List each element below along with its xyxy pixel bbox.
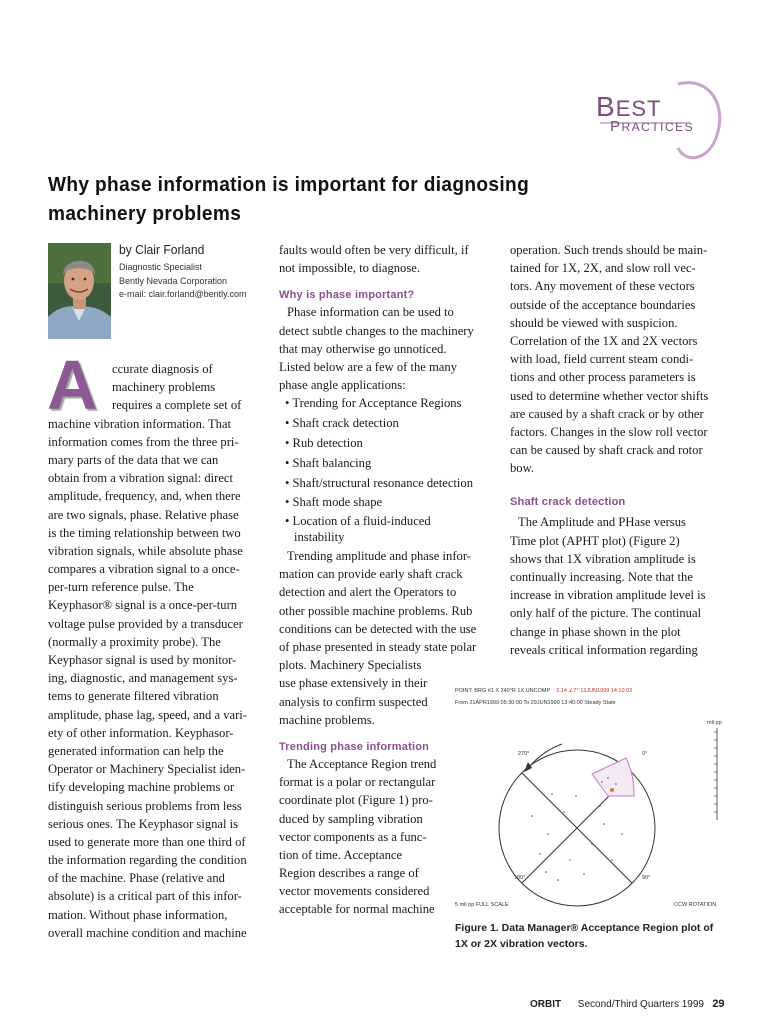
body-line: use phase extensively in their (279, 676, 428, 691)
title-line-1: Why phase information is important for diagnosing (48, 173, 530, 196)
body-line: other possible machine problems. Rub (279, 603, 473, 618)
body-line: continually increasing. Note that the (510, 570, 693, 584)
body-line: used to generate more than one third of (48, 834, 246, 849)
body-line: detect subtle changes to the machinery (279, 323, 474, 338)
body-line: Listed below are a few of the many (279, 359, 457, 374)
list-item: • Shaft/structural resonance detection (285, 475, 473, 490)
body-line: are two signals, phase. Relative phase (48, 507, 239, 522)
plot-header-value: 2.14 ∠7° 13JUN1999 14:10:03 (556, 688, 633, 694)
body-line: requires a complete set of (112, 398, 242, 413)
body-line: shows that 1X vibration amplitude is (510, 551, 696, 566)
body-line: The Acceptance Region trend (287, 756, 437, 771)
body-line: plots. Machinery Specialists (279, 658, 422, 673)
body-line: conditions can be detected with the use (279, 621, 477, 636)
body-line: vector components as a func- (279, 829, 427, 844)
body-line: only half of the picture. The continual (510, 606, 702, 621)
plot-header-point: POINT: BRG #1 X 240°R 1X UNCOMP 2.14 ∠7° 13JUN1999 14:10:03 (455, 688, 633, 694)
list-item-continuation: instability (294, 530, 345, 545)
angle-label-180: 180° (514, 875, 526, 881)
plot-header-range: From 21APR1999 05:30:00 To 29JUN1999 13:40:00 Steady State (455, 700, 616, 706)
author-role: Diagnostic Specialist (119, 262, 203, 272)
body-line: duced by sampling vibration (279, 811, 423, 826)
body-line: detection and alert the Operators to (279, 585, 457, 600)
body-line: amplitude, phase lag, speed, and a vari- (48, 707, 247, 722)
body-line: tems to generate filtered vibration (48, 689, 219, 704)
body-line: machinery problems (112, 380, 216, 395)
body-line: factors. Changes in the slow roll vector (510, 424, 708, 439)
list-item: • Shaft mode shape (285, 495, 383, 510)
body-line: machine vibration information. That (48, 416, 232, 431)
article-title (48, 170, 532, 228)
body-line: used to determine whether vector shifts (510, 388, 709, 403)
application-list (279, 394, 476, 547)
footer-publication: ORBIT (530, 999, 562, 1010)
body-line: (normally a proximity probe). The (48, 634, 221, 649)
body-line: analysis to confirm suspected (279, 694, 428, 709)
body-line: tify developing machine problems or (48, 780, 235, 795)
body-line: phase angle applications: (279, 378, 406, 393)
body-line: not impossible, to diagnose. (279, 261, 420, 276)
body-line: faults would often be very difficult, if (279, 243, 469, 257)
body-line: machine problems. (279, 712, 375, 727)
body-line: increase in vibration amplitude level is (510, 588, 706, 603)
body-line: Keyphasor signal is used by monitor- (48, 653, 237, 667)
body-line: with load, field current steam condi- (510, 352, 694, 367)
body-line: that may otherwise go unnoticed. (279, 341, 447, 356)
body-line: the information regarding the condition (48, 853, 247, 868)
author-email: e-mail: clair.forland@bently.com (119, 289, 247, 299)
body-line: Trending amplitude and phase infor- (287, 549, 471, 564)
body-line: are caused by a shaft crack or by other (510, 406, 704, 421)
body-line: Correlation of the 1X and 2X vectors (510, 333, 698, 348)
drop-cap: A (47, 346, 98, 424)
section-heading-shaft-crack: Shaft crack detection (510, 496, 626, 509)
section-heading-why-phase: Why is phase important? (279, 289, 415, 302)
caption-line-2: 1X or 2X vibration vectors. (455, 938, 588, 950)
figure-caption (455, 920, 713, 952)
body-line: of the machine. Phase (relative and (48, 871, 225, 886)
polar-plot-graphic (452, 684, 728, 909)
body-line: should be viewed with suspicion. (510, 315, 678, 330)
column-1 (48, 360, 247, 942)
list-item: • Shaft balancing (285, 455, 372, 470)
body-line: ety of other information. Keyphasor- (48, 725, 234, 740)
body-line: Operator or Machinery Specialist iden- (48, 762, 246, 777)
caption-line-1: Figure 1. Data Manager® Acceptance Region plot of (455, 922, 714, 934)
page-number: 29 (712, 998, 725, 1010)
body-line: format is a polar or rectangular (279, 775, 436, 790)
body-line: amplitude, frequency, and, when there (48, 489, 241, 504)
body-line: tions and other process parameters is (510, 370, 696, 385)
body-line: The Amplitude and PHase versus (518, 515, 686, 530)
body-line: tors. Any movement of these vectors (510, 279, 695, 294)
angle-label-0: 0° (642, 751, 648, 757)
body-line: generated information can help the (48, 743, 224, 758)
rotation-label: CCW ROTATION (674, 902, 717, 908)
section-heading-trending-phase: Trending phase information (279, 740, 430, 753)
column-2 (279, 241, 476, 919)
body-line: Region describes a range of (279, 866, 419, 881)
body-line: tion of time. Acceptance (279, 847, 403, 862)
body-line: vector movements considered (279, 884, 430, 899)
author-company: Bently Nevada Corporation (119, 275, 228, 286)
best-practices-logo (570, 76, 730, 166)
page-footer (530, 998, 725, 1010)
body-line: of phase presented in steady state polar (279, 640, 477, 655)
body-line: ccurate diagnosis of (112, 362, 213, 376)
author-photo (48, 243, 111, 339)
footer-issue: Second/Third Quarters 1999 (577, 999, 704, 1010)
body-line: distinguish serious problems from less (48, 798, 242, 813)
body-line: Keyphasor® signal is a once-per-turn (48, 598, 238, 613)
body-line: mary parts of the data that we can (48, 452, 219, 467)
angle-label-90: 90° (642, 875, 651, 881)
body-line: ing, diagnostic, and management sys- (48, 671, 238, 686)
author-byline (119, 242, 247, 302)
logo-best-text: BEST (596, 91, 662, 122)
column-3 (510, 241, 708, 659)
author-name: by Clair Forland (119, 242, 205, 257)
body-line: change in phase shown in the plot (510, 624, 681, 639)
list-item: • Trending for Acceptance Regions (285, 396, 462, 411)
body-line: per-turn reference pulse. The (48, 580, 194, 595)
body-line: can be caused by shaft crack and rotor (510, 443, 703, 458)
body-line: mation can provide early shaft crack (279, 567, 463, 582)
list-item: • Shaft crack detection (285, 416, 399, 431)
body-line: mation. Without phase information, (48, 907, 228, 922)
body-line: Phase information can be used to (287, 305, 454, 320)
body-line: information comes from the three pri- (48, 434, 239, 449)
body-line: is the timing relationship between two (48, 525, 241, 540)
body-line: operation. Such trends should be main- (510, 243, 708, 257)
body-line: acceptable for normal machine (279, 902, 435, 917)
list-item: • Rub detection (285, 435, 363, 450)
angle-label-270: 270° (518, 751, 530, 757)
scale-label: 5 mil pp FULL SCALE (455, 902, 509, 908)
body-line: vibration signals, while absolute phase (48, 543, 243, 558)
body-line: bow. (510, 461, 535, 476)
logo-practices-text: PRACTICES (610, 118, 695, 135)
body-line: tained for 1X, 2X, and slow roll vec- (510, 261, 696, 276)
body-line: overall machine condition and machine (48, 925, 247, 940)
body-line: serious ones. The Keyphasor signal is (48, 816, 239, 831)
body-line: outside of the acceptance boundaries (510, 297, 696, 312)
body-line: reveals critical information regarding (510, 642, 698, 657)
body-line: coordinate plot (Figure 1) pro- (279, 793, 433, 808)
body-line: absolute) is a critical part of this infor- (48, 889, 242, 904)
list-item: • Location of a fluid-induced (285, 514, 431, 529)
body-line: Time plot (APHT plot) (Figure 2) (510, 533, 680, 548)
body-line: voltage pulse provided by a transducer (48, 616, 243, 631)
plot-unit-label: mil pp (707, 720, 722, 726)
body-line: obtain from a vibration signal: direct (48, 471, 234, 486)
body-line: compares a vibration signal to a once- (48, 562, 240, 577)
title-line-2: machinery problems (48, 202, 242, 225)
figure-1-polar-plot (452, 684, 728, 909)
